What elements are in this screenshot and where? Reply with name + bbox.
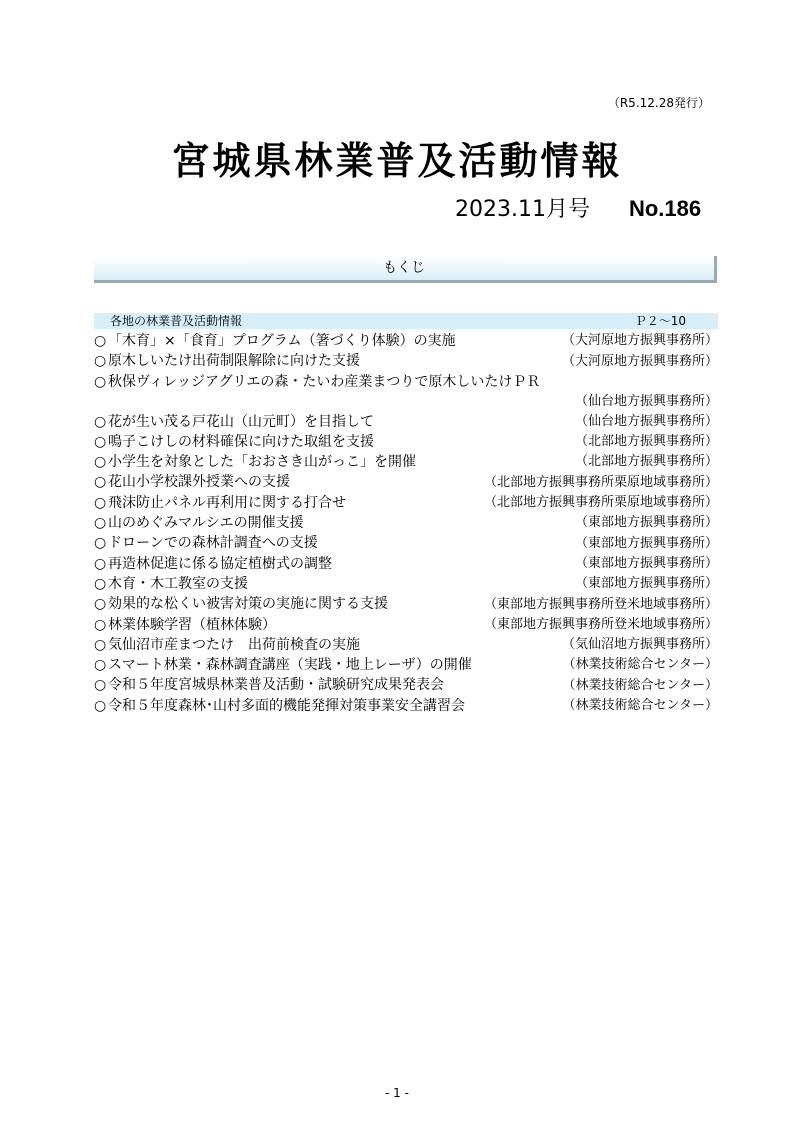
- toc-section-header: [94, 313, 718, 329]
- toc-item-office: （林業技術総合センター）: [562, 698, 718, 714]
- toc-item-office: （林業技術総合センター）: [562, 657, 718, 673]
- issue-info: [455, 192, 701, 223]
- toc-list: [94, 331, 718, 716]
- toc-item[interactable]: [94, 493, 718, 513]
- toc-item[interactable]: [94, 432, 718, 452]
- bullet-marker: ○: [94, 616, 107, 633]
- toc-item-office: （北部地方振興事務所）: [574, 434, 718, 450]
- toc-item-office: （林業技術総合センター）: [562, 677, 718, 693]
- toc-item[interactable]: [94, 594, 718, 614]
- toc-item-title: 効果的な松くい被害対策の実施に関する支援: [108, 596, 388, 613]
- toc-item-office: （北部地方振興事務所栗原地域事務所）: [483, 474, 718, 490]
- toc-item-title: 鳴子こけしの材料確保に向けた取組を支援: [108, 433, 374, 450]
- toc-item-title: 再造林促進に係る協定植樹式の調整: [108, 555, 332, 572]
- toc-item-title: 令和５年度森林･山村多面的機能発揮対策事業安全講習会: [108, 697, 465, 714]
- bullet-marker: ○: [94, 596, 107, 613]
- toc-item-title: 花が生い茂る戸花山（山元町）を目指して: [108, 413, 374, 430]
- toc-item-title: スマート林業・森林調査講座（実践・地上レーザ）の開催: [108, 657, 472, 674]
- toc-item[interactable]: [94, 513, 718, 533]
- toc-item-office: （東部地方振興事務所）: [574, 555, 718, 571]
- toc-item[interactable]: [94, 635, 718, 655]
- toc-heading: もくじ: [94, 256, 717, 283]
- bullet-marker: ○: [94, 535, 107, 552]
- toc-item-title: 小学生を対象とした「おおさき山がっこ」を開催: [108, 454, 416, 471]
- issue-month: 2023.11月号: [455, 197, 590, 222]
- bullet-marker: ○: [94, 454, 107, 471]
- toc-item[interactable]: [94, 615, 718, 635]
- toc-item-title: 山のめぐみマルシエの開催支援: [108, 515, 304, 532]
- toc-item-office: （東部地方振興事務所）: [574, 535, 718, 551]
- bullet-marker: ○: [94, 555, 107, 572]
- toc-item-title: 木育・木工教室の支援: [108, 575, 248, 592]
- toc-item-office: （大河原地方振興事務所）: [561, 333, 718, 349]
- bullet-marker: ○: [94, 333, 107, 349]
- toc-item[interactable]: [94, 574, 718, 594]
- toc-item-office: （東部地方振興事務所）: [574, 576, 718, 592]
- toc-item-title: 令和５年度宮城県林業普及活動・試験研究成果発表会: [108, 677, 444, 694]
- toc-item-title: 飛沫防止パネル再利用に関する打合せ: [108, 494, 346, 511]
- toc-item[interactable]: [94, 452, 718, 472]
- toc-item-office: （気仙沼地方振興事務所）: [561, 637, 718, 653]
- bullet-marker: ○: [94, 474, 107, 491]
- toc-item-office: （仙台地方振興事務所）: [574, 413, 718, 429]
- toc-item[interactable]: [94, 696, 718, 716]
- toc-item[interactable]: [94, 472, 718, 492]
- toc-item-title: 花山小学校課外授業への支援: [108, 474, 290, 491]
- toc-item-office: （東部地方振興事務所登米地域事務所）: [483, 616, 718, 632]
- toc-item[interactable]: [94, 675, 718, 695]
- toc-item-office: （北部地方振興事務所）: [574, 454, 718, 470]
- bullet-marker: ○: [94, 373, 107, 390]
- toc-item-title: ドローンでの森林計調査への支援: [108, 535, 318, 552]
- toc-item-office: （大河原地方振興事務所）: [561, 353, 718, 369]
- toc-item-office: （仙台地方振興事務所）: [574, 393, 718, 409]
- toc-item-title: 気仙沼市産まつたけ 出荷前検査の実施: [108, 636, 360, 653]
- toc-item[interactable]: [94, 655, 718, 675]
- page-number: - 1 -: [385, 1086, 409, 1100]
- issue-number: No.186: [628, 196, 702, 221]
- toc-item[interactable]: [94, 412, 718, 432]
- toc-item-title: 林業体験学習（植林体験）: [108, 616, 276, 633]
- bullet-marker: ○: [94, 657, 107, 674]
- toc-item[interactable]: [94, 331, 718, 351]
- toc-item-office: （北部地方振興事務所栗原地域事務所）: [483, 495, 718, 511]
- toc-item-title: 秋保ヴィレッジアグリエの森・たいわ産業まつりで原木しいたけＰＲ: [108, 373, 541, 390]
- toc-item-office: （東部地方振興事務所登米地域事務所）: [483, 596, 718, 612]
- bullet-marker: ○: [94, 697, 107, 714]
- bullet-marker: ○: [94, 515, 107, 532]
- section-pages: Ｐ２～10: [634, 314, 686, 328]
- bullet-marker: ○: [94, 575, 107, 592]
- toc-item[interactable]: [94, 554, 718, 574]
- bullet-marker: ○: [94, 413, 107, 430]
- toc-item[interactable]: [94, 372, 718, 412]
- bullet-marker: ○: [94, 494, 107, 511]
- bullet-marker: ○: [94, 677, 107, 694]
- section-label: 各地の林業普及活動情報: [110, 314, 243, 328]
- toc-item[interactable]: [94, 533, 718, 553]
- toc-item[interactable]: [94, 351, 718, 371]
- toc-item-title: 「木育」×「食育」プログラム（箸づくり体験）の実施: [108, 333, 456, 349]
- bullet-marker: ○: [94, 636, 107, 653]
- toc-item-office: （東部地方振興事務所）: [574, 515, 718, 531]
- bullet-marker: ○: [94, 433, 107, 450]
- toc-item-title: 原木しいたけ出荷制限解除に向けた支援: [108, 353, 360, 370]
- bullet-marker: ○: [94, 353, 107, 370]
- issue-date: （R5.12.28発行）: [607, 96, 710, 110]
- page-title: 宮城県林業普及活動情報: [171, 139, 623, 183]
